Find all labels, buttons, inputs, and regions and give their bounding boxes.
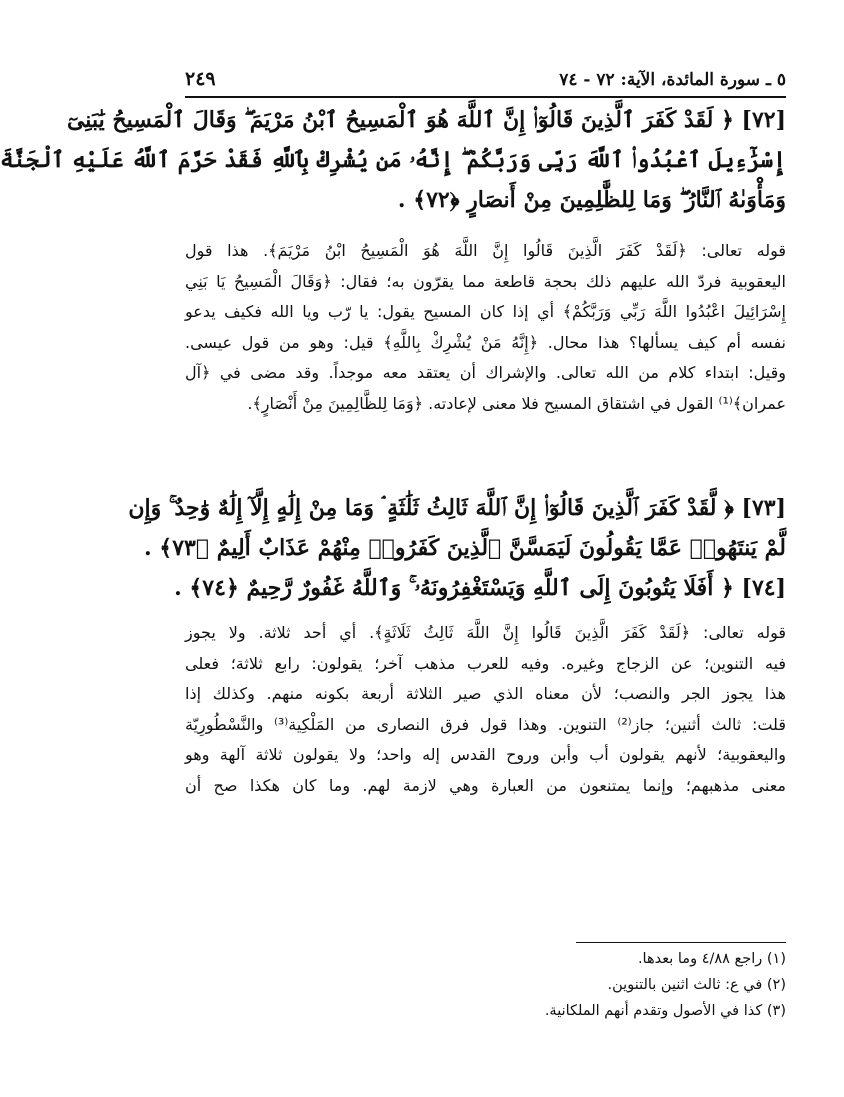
verse-line: إِسْرَٰٓءِيلَ ٱعْبُدُوا۟ ٱللَّهَ رَبِّى وَرَبَّكُمْ ۖ إِنَّهُۥ مَن يُشْرِكْ بِٱللَّهِ فَقَدْ حَرَّمَ ٱللَّهُ عَلَيْهِ ٱلْجَنَّةَ [0,147,786,173]
footnote: (٣) كذا في الأصول وتقدم أنهم الملكانية. [544,1003,786,1019]
commentary-line: هذا يجوز الجر والنصب؛ لأن معناه الذي صير الثلاثة أربعة بكونه منهم. وكذلك إذا [185,684,786,703]
verse-72 [0,100,786,220]
commentary-2 [185,618,786,801]
header-title: ٥ ـ سورة المائدة، الآية: ٧٢ - ٧٤ [559,70,786,90]
commentary-line: فيه التنوين؛ عن الزجاج وغيره. وفيه للعرب مذهب آخر؛ يقولون: رابع ثلاثة؛ فعلى [185,653,786,673]
commentary-line: عمران﴾⁽¹⁾ القول في اشتقاق المسيح فلا معنى لإعادته. ﴿وَمَا لِلظَّالِمِينَ مِنْ أَنْصَارٍ﴾. [247,393,786,413]
footnote: (٢) في ع: ثالث اثنين بالتنوين. [607,977,786,993]
page-number: ٢٤٩ [185,68,216,90]
commentary-line: قوله تعالى: ﴿لَقَدْ كَفَرَ الَّذِينَ قَالُوا إِنَّ اللَّهَ هُوَ الْمَسِيحُ ابْنُ مَرْيَمَ﴾. هذا قول [185,241,786,260]
commentary-line: معنى مذهبهم؛ وإنما يمتنعون من العبارة وهي لازمة لهم. وما كان هكذا صح أن [185,775,786,795]
footnotes [185,946,786,1024]
verses-73-74 [128,488,786,608]
commentary-1 [185,236,786,419]
footnote-divider [576,942,786,943]
footnote: (١) راجع ٤/٨٨ وما بعدها. [637,951,786,967]
commentary-line: واليعقوبية؛ لأنهم يقولون أب وأبن وروح القدس إله واحد؛ ولا يقولون ثلاثة آلهة وهو [185,745,786,764]
verse-line: [٧٣] ﴿ لَّقَدْ كَفَرَ ٱلَّذِينَ قَالُوٓا۟ إِنَّ ٱللَّهَ ثَالِثُ ثَلَٰثَةٍ ۘ وَمَا مِنْ إِلَٰهٍ إِلَّآ إِلَٰهٌ وَٰحِدٌ ۚ وَإِن [128,495,786,521]
commentary-line: نفسه أم كيف يسألها؟ هذا محال. ﴿إِنَّهُ مَنْ يُشْرِكْ بِاللَّهِ﴾ قيل: وهو من قول عيسى. [185,332,786,352]
commentary-line: إِسْرَائِيلَ اعْبُدُوا اللَّهَ رَبِّي وَرَبَّكُمْ﴾ أي إذا كان المسيح يقول: يا رّب ويا الله فكيف يدعو [185,302,786,321]
running-header [185,56,786,98]
commentary-line: اليعقوبية فردّ الله عليهم ذلك بحجة قاطعة مما يقرّون به؛ فقال: ﴿وَقَالَ الْمَسِيحُ يَا بَنِي [185,271,786,291]
commentary-line: وقيل: ابتداء كلام من الله تعالى. والإشراك أن يعتقد معه موجداً. وقد مضى في ﴿آل [185,363,786,382]
commentary-line: قلت: ثالث أثنين؛ جاز⁽²⁾ التنوين. وهذا قول فرق النصارى من المَلْكِية⁽³⁾ والنَّسْطُورِيّة [185,714,786,734]
commentary-line: قوله تعالى: ﴿لَقَدْ كَفَرَ الَّذِينَ قَالُوا إِنَّ اللَّهَ ثَالِثُ ثَلَاثَةٍ﴾. أي أحد ثلاثة. ولا يجوز [185,623,786,642]
verse-line: [٧٢] ﴿ لَقَدْ كَفَرَ ٱلَّذِينَ قَالُوٓا۟ إِنَّ ٱللَّهَ هُوَ ٱلْمَسِيحُ ٱبْنُ مَرْيَمَ ۖ وَقَالَ ٱلْمَسِيحُ يَٰبَنِىٓ [66,107,786,133]
verse-line: لَّمْ يَنتَهُوا۟ عَمَّا يَقُولُونَ لَيَمَسَّنَّ ٱلَّذِينَ كَفَرُوا۟ مِنْهُمْ عَذَابٌ أَلِيمٌ ﴿٧٣﴾ . [143,535,786,561]
verse-line: وَمَأْوَىٰهُ ٱلنَّارُ ۖ وَمَا لِلظَّٰلِمِينَ مِنْ أَنصَارٍ ﴿٧٢﴾ . [397,187,786,213]
verse-line: [٧٤] ﴿ أَفَلَا يَتُوبُونَ إِلَى ٱللَّهِ وَيَسْتَغْفِرُونَهُۥ ۚ وَٱللَّهُ غَفُورٌ رَّحِيمٌ ﴿٧٤﴾ . [174,575,786,601]
